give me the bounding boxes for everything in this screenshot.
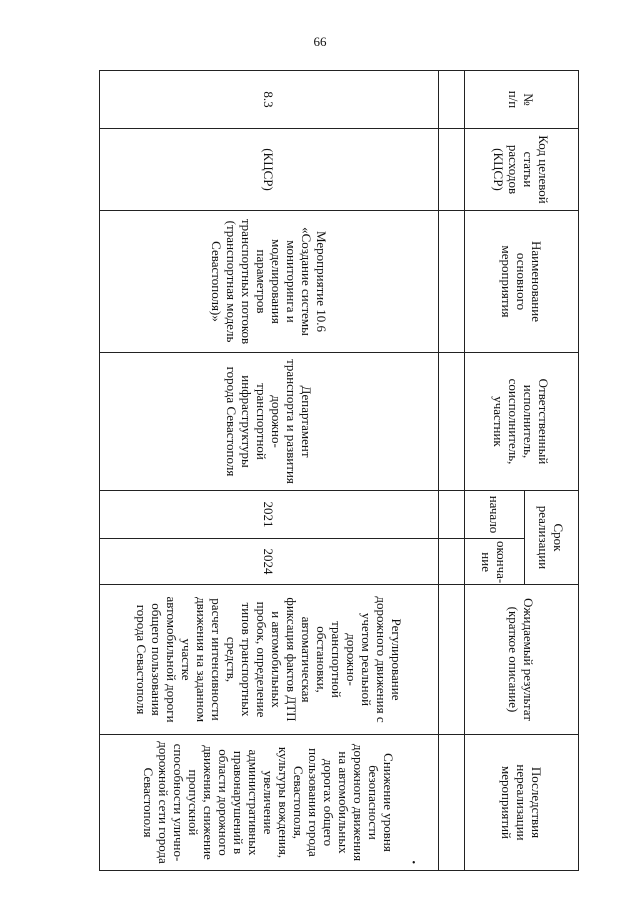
- row-executor: Департамент транспорта и развития дорожно- транспортной инфраструктуры города Севастополя: [100, 353, 439, 491]
- header-num: № п/п: [465, 71, 579, 129]
- empty-cell: [439, 491, 465, 539]
- row-end: 2024: [100, 539, 439, 585]
- empty-cell: [439, 539, 465, 585]
- row-num: 8.3: [100, 71, 439, 129]
- page-number: 66: [313, 34, 327, 49]
- row-start: 2021: [100, 491, 439, 539]
- empty-cell: [439, 735, 465, 871]
- empty-cell: [439, 353, 465, 491]
- header-executor: Ответственный исполнитель, соисполнитель, участник: [465, 353, 579, 491]
- header-result: Ожидаемый результат (краткое описание): [465, 585, 579, 735]
- empty-cell: [439, 211, 465, 353]
- footer-mark: •: [412, 858, 416, 869]
- header-consequences: Последствия нереализации мероприятий: [465, 735, 579, 871]
- program-measures-table: [99, 70, 579, 871]
- header-kcsr: Код целевой статьи расходов (КЦСР): [465, 129, 579, 211]
- row-result: Регулирование дорожного движения с учетом реальной дорожно- транспортной обстановки, автоматическая фиксация фактов ДТП и автомобильных пробок, определение типов транспортных средств, расчет интенсивности движения на заданном участке автомобильной дороги общего пользования города Севастополя: [100, 585, 439, 735]
- header-start: начало: [465, 491, 525, 539]
- table-row-empty: [439, 71, 465, 871]
- header-name: Наименование основного мероприятия: [465, 211, 579, 353]
- row-consequences: Снижение уровня безопасности дорожного движения на автомобильных дорогах общего пользования города Севастополя, культуры вождения, увеличение административных правонарушений в области дорожного движения, снижение пропускной способности улично- дорожной сети города Севастополя: [100, 735, 439, 871]
- row-kcsr: (КЦСР): [100, 129, 439, 211]
- table-row: [100, 71, 439, 871]
- row-name: Мероприятие 10.6 «Создание системы мониторинга и моделирования параметров транспортных потоков (транспортная модель Севастополя)»: [100, 211, 439, 353]
- empty-cell: [439, 71, 465, 129]
- header-end: оконча- ние: [465, 539, 525, 585]
- empty-cell: [439, 129, 465, 211]
- empty-cell: [439, 585, 465, 735]
- rotated-table-container: [100, 70, 579, 870]
- header-term: Срок реализации: [525, 491, 579, 585]
